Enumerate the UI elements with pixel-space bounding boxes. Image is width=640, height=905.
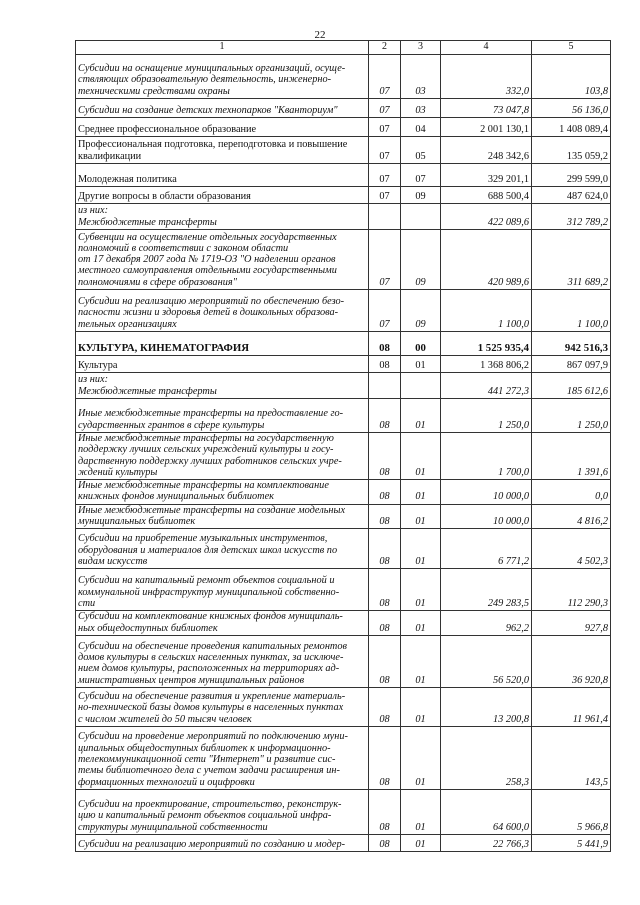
table-row: [76, 290, 611, 332]
amount-actual: 1 408 089,4: [532, 118, 611, 137]
section-code: 07: [369, 187, 401, 204]
description-line: структуры муниципальной собственности: [78, 821, 268, 833]
subsection-code: 07: [401, 164, 441, 187]
table-row: [76, 230, 611, 290]
table-row: [76, 332, 611, 356]
subsection-code: 00: [401, 332, 441, 356]
table-row: [76, 356, 611, 373]
description-line: ципальных общедоступных библиотек к информационно-: [78, 742, 331, 754]
subsection-code: 01: [401, 611, 441, 636]
description-line: коммунальной инфраструктур муниципальной собственно-: [78, 586, 340, 598]
description-line: дарственную поддержку лучших работников сельских учре-: [78, 455, 342, 467]
row-description: [76, 230, 369, 290]
row-description: [76, 373, 369, 399]
description-line: Другие вопросы в области образования: [78, 190, 251, 202]
budget-table: [75, 40, 611, 852]
amount-actual: 56 136,0: [532, 99, 611, 118]
amount-plan: 73 047,8: [441, 99, 532, 118]
amount-plan: 1 525 935,4: [441, 332, 532, 356]
row-description: [76, 480, 369, 505]
subsection-code: 05: [401, 137, 441, 164]
description-line: полномочиями в сфере образования": [78, 276, 237, 288]
description-line: Профессиональная подготовка, переподготовка и повышение: [78, 139, 348, 151]
section-code: [369, 373, 401, 399]
table-row: [76, 529, 611, 569]
section-code: 07: [369, 230, 401, 290]
subsection-code: 09: [401, 230, 441, 290]
section-code: 08: [369, 480, 401, 505]
description-line: Субсидии на приобретение музыкальных инструментов,: [78, 533, 328, 545]
row-description: [76, 726, 369, 789]
section-code: 08: [369, 611, 401, 636]
section-code: 08: [369, 687, 401, 726]
description-line: тельных организациях: [78, 318, 177, 330]
table-row: [76, 433, 611, 480]
description-line: ждений культуры: [78, 466, 158, 478]
amount-plan: 688 500,4: [441, 187, 532, 204]
table-row: [76, 611, 611, 636]
row-description: [76, 137, 369, 164]
description-line: Субсидии на реализацию мероприятий по созданию и модер-: [78, 838, 346, 850]
subsection-code: 01: [401, 529, 441, 569]
amount-actual: 867 097,9: [532, 356, 611, 373]
amount-plan: 1 368 806,2: [441, 356, 532, 373]
table-row: [76, 569, 611, 611]
description-line: Иные межбюджетные трансферты на государственную: [78, 433, 334, 444]
amount-actual: 927,8: [532, 611, 611, 636]
row-description: [76, 55, 369, 99]
description-line: с числом жителей до 50 тысяч человек: [78, 713, 252, 725]
description-line: Субсидии на создание детских технопарков "Кванториум": [78, 104, 338, 116]
row-description: [76, 433, 369, 480]
section-code: 08: [369, 635, 401, 687]
subsection-code: 03: [401, 55, 441, 99]
section-code: 08: [369, 529, 401, 569]
subsection-code: 01: [401, 504, 441, 529]
table-row: [76, 99, 611, 118]
amount-actual: 299 599,0: [532, 164, 611, 187]
section-code: 07: [369, 290, 401, 332]
section-code: 07: [369, 164, 401, 187]
table-row: [76, 55, 611, 99]
amount-plan: 249 283,5: [441, 569, 532, 611]
section-code: [369, 204, 401, 230]
description-line: темы библиотечного дела с учетом задачи расширения ин-: [78, 765, 340, 777]
table-row: [76, 635, 611, 687]
description-line: местного самоуправления отдельными государственными: [78, 265, 337, 277]
amount-actual: 487 624,0: [532, 187, 611, 204]
description-line: поддержку лучших сельских учреждений культуры и госу-: [78, 444, 334, 456]
amount-plan: 2 001 130,1: [441, 118, 532, 137]
amount-actual: 0,0: [532, 480, 611, 505]
subsection-code: 03: [401, 99, 441, 118]
subsection-code: 01: [401, 480, 441, 505]
amount-plan: 258,3: [441, 726, 532, 789]
section-code: 08: [369, 789, 401, 834]
table-row: [76, 834, 611, 851]
description-line: нием домов культуры, расположенных на территориях ад-: [78, 663, 340, 675]
description-line: Молодежная политика: [78, 173, 177, 185]
row-description: [76, 187, 369, 204]
row-description: [76, 687, 369, 726]
table-row: [76, 373, 611, 399]
description-line: Субсидии на капитальный ремонт объектов социальной и: [78, 575, 335, 587]
description-line: квалификации: [78, 150, 142, 162]
section-code: 08: [369, 332, 401, 356]
table-row: [76, 187, 611, 204]
amount-plan: 332,0: [441, 55, 532, 99]
row-description: [76, 834, 369, 851]
table-row: [76, 687, 611, 726]
table-row: [76, 480, 611, 505]
amount-actual: 1 100,0: [532, 290, 611, 332]
description-line: цию и капитальный ремонт объектов социальной инфра-: [78, 810, 332, 822]
amount-actual: 103,8: [532, 55, 611, 99]
header-col-2: 2: [369, 41, 401, 55]
description-line: Иные межбюджетные трансферты на создание модельных: [78, 504, 346, 516]
description-line: но-технической базы домов культуры в населенных пунктах: [78, 702, 344, 714]
subsection-code: 01: [401, 433, 441, 480]
description-line: Субсидии на комплектование книжных фондов муниципаль-: [78, 611, 343, 623]
amount-plan: 6 771,2: [441, 529, 532, 569]
amount-actual: 942 516,3: [532, 332, 611, 356]
header-col-3: 3: [401, 41, 441, 55]
header-col-5: 5: [532, 41, 611, 55]
description-line: оборудования и материалов для детских школ искусств по: [78, 544, 338, 556]
amount-plan: 248 342,6: [441, 137, 532, 164]
table-row: [76, 504, 611, 529]
section-code: 08: [369, 399, 401, 433]
row-description: [76, 332, 369, 356]
subsection-code: [401, 373, 441, 399]
description-line: КУЛЬТУРА, КИНЕМАТОГРАФИЯ: [78, 341, 250, 354]
header-col-4: 4: [441, 41, 532, 55]
description-line: пасности жизни и здоровья детей в дошкольных образова-: [78, 307, 339, 319]
description-line: телекоммуникационной сети "Интернет" и развитие сис-: [78, 754, 336, 766]
section-code: 08: [369, 726, 401, 789]
row-description: [76, 635, 369, 687]
description-line: ных общедоступных библиотек: [78, 622, 218, 634]
description-line: книжных фондов муниципальных библиотек: [78, 491, 274, 503]
amount-actual: 11 961,4: [532, 687, 611, 726]
amount-actual: 4 502,3: [532, 529, 611, 569]
section-code: 08: [369, 569, 401, 611]
description-line: Субсидии на реализацию мероприятий по обеспечению безо-: [78, 296, 345, 308]
amount-actual: 112 290,3: [532, 569, 611, 611]
description-line: сти: [78, 598, 96, 610]
row-description: [76, 290, 369, 332]
description-line: Культура: [78, 359, 118, 371]
description-line: полномочий в соответствии с законом области: [78, 242, 289, 254]
amount-plan: 420 989,6: [441, 230, 532, 290]
amount-actual: 4 816,2: [532, 504, 611, 529]
description-line: домов культуры в сельских населенных пунктах, за исключе-: [78, 652, 344, 664]
amount-plan: 1 250,0: [441, 399, 532, 433]
table-row: [76, 137, 611, 164]
header-col-1: 1: [76, 41, 369, 55]
subsection-code: 01: [401, 687, 441, 726]
amount-plan: 441 272,3: [441, 373, 532, 399]
description-line: Субвенции на осуществление отдельных государственных: [78, 231, 337, 243]
amount-plan: 10 000,0: [441, 480, 532, 505]
amount-actual: 312 789,2: [532, 204, 611, 230]
description-line: формационных технологий и оцифровки: [78, 776, 255, 788]
description-line: от 17 декабря 2007 года № 1719-ОЗ "О наделении органов: [78, 254, 336, 266]
amount-actual: 5 966,8: [532, 789, 611, 834]
description-line: из них:: [78, 205, 108, 217]
section-code: 07: [369, 118, 401, 137]
row-description: [76, 99, 369, 118]
description-line: Иные межбюджетные трансферты на комплектование: [78, 480, 329, 492]
description-line: Субсидии на обеспечение проведения капитальных ремонтов: [78, 640, 347, 652]
description-line: техническими средствами охраны: [78, 85, 230, 97]
amount-plan: 962,2: [441, 611, 532, 636]
description-line: Субсидии на проведение мероприятий по подключению муни-: [78, 731, 348, 743]
row-description: [76, 529, 369, 569]
row-description: [76, 399, 369, 433]
description-line: Иные межбюджетные трансферты на предоставление го-: [78, 408, 344, 420]
section-code: 08: [369, 504, 401, 529]
amount-actual: 36 920,8: [532, 635, 611, 687]
description-line: министративных центров муниципальных районов: [78, 674, 305, 686]
amount-plan: 422 089,6: [441, 204, 532, 230]
subsection-code: 01: [401, 726, 441, 789]
amount-plan: 22 766,3: [441, 834, 532, 851]
row-description: [76, 118, 369, 137]
table-row: [76, 118, 611, 137]
amount-plan: 329 201,1: [441, 164, 532, 187]
row-description: [76, 204, 369, 230]
description-line: Межбюджетные трансферты: [78, 385, 217, 397]
amount-plan: 1 100,0: [441, 290, 532, 332]
table-row: [76, 789, 611, 834]
row-description: [76, 356, 369, 373]
section-code: 08: [369, 356, 401, 373]
row-description: [76, 789, 369, 834]
description-line: Субсидии на проектирование, строительство, реконструк-: [78, 799, 342, 811]
description-line: Субсидии на оснащение муниципальных организаций, осуще-: [78, 63, 346, 75]
subsection-code: 01: [401, 399, 441, 433]
amount-actual: 1 250,0: [532, 399, 611, 433]
description-line: Среднее профессиональное образование: [78, 123, 257, 135]
subsection-code: [401, 204, 441, 230]
amount-plan: 1 700,0: [441, 433, 532, 480]
section-code: 07: [369, 99, 401, 118]
description-line: муниципальных библиотек: [78, 516, 196, 528]
row-description: [76, 611, 369, 636]
header-row: [76, 41, 611, 55]
amount-plan: 56 520,0: [441, 635, 532, 687]
subsection-code: 01: [401, 356, 441, 373]
subsection-code: 09: [401, 187, 441, 204]
description-line: Межбюджетные трансферты: [78, 216, 217, 228]
page-number: 22: [314, 29, 326, 41]
amount-plan: 10 000,0: [441, 504, 532, 529]
row-description: [76, 504, 369, 529]
table-row: [76, 726, 611, 789]
amount-actual: 311 689,2: [532, 230, 611, 290]
amount-actual: 185 612,6: [532, 373, 611, 399]
description-line: видам искусств: [78, 556, 148, 568]
table-row: [76, 399, 611, 433]
description-line: из них:: [78, 374, 108, 386]
description-line: ствляющих образовательную деятельность, инженерно-: [78, 74, 332, 86]
table-row: [76, 164, 611, 187]
amount-actual: 135 059,2: [532, 137, 611, 164]
row-description: [76, 164, 369, 187]
subsection-code: 01: [401, 569, 441, 611]
section-code: 08: [369, 834, 401, 851]
amount-plan: 64 600,0: [441, 789, 532, 834]
subsection-code: 01: [401, 789, 441, 834]
description-line: Субсидии на обеспечение развития и укрепление материаль-: [78, 691, 346, 703]
amount-actual: 1 391,6: [532, 433, 611, 480]
row-description: [76, 569, 369, 611]
section-code: 07: [369, 55, 401, 99]
subsection-code: 09: [401, 290, 441, 332]
section-code: 07: [369, 137, 401, 164]
subsection-code: 04: [401, 118, 441, 137]
subsection-code: 01: [401, 635, 441, 687]
amount-plan: 13 200,8: [441, 687, 532, 726]
description-line: сударственных грантов в сфере культуры: [78, 419, 265, 431]
table-row: [76, 204, 611, 230]
amount-actual: 143,5: [532, 726, 611, 789]
amount-actual: 5 441,9: [532, 834, 611, 851]
section-code: 08: [369, 433, 401, 480]
subsection-code: 01: [401, 834, 441, 851]
